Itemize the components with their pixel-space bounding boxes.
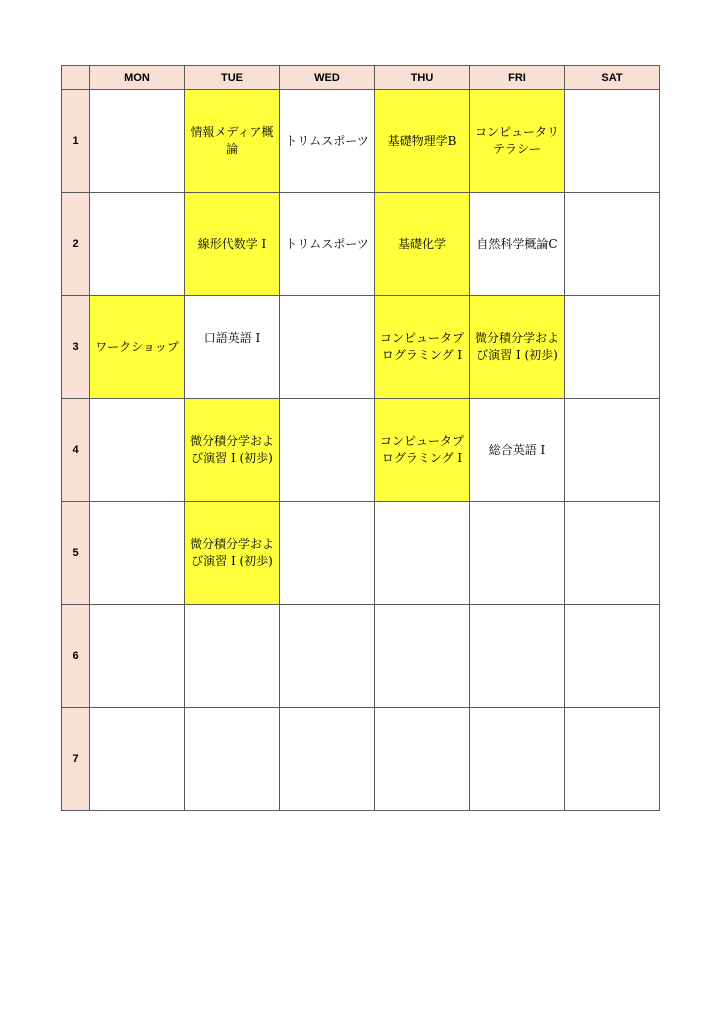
- class-cell-mon: [90, 708, 185, 811]
- period-row-1: [62, 90, 660, 193]
- class-name: 基礎物理学B: [387, 133, 457, 148]
- class-cell-tue: [185, 605, 280, 708]
- class-cell-mon: [90, 90, 185, 193]
- period-label: 3: [62, 296, 90, 399]
- class-name: コンピュータリ テラシー: [474, 125, 559, 156]
- class-name: 線形代数学 I: [197, 236, 267, 251]
- timetable: [61, 65, 660, 811]
- class-cell-wed: [280, 296, 375, 399]
- class-cell-sat: [565, 605, 660, 708]
- class-cell-wed: [280, 502, 375, 605]
- class-cell-fri: [470, 708, 565, 811]
- day-header-tue: TUE: [185, 66, 280, 90]
- day-header-mon: MON: [90, 66, 185, 90]
- class-cell-sat: [565, 296, 660, 399]
- class-cell-mon: [90, 296, 185, 399]
- period-label: 2: [62, 193, 90, 296]
- class-cell-sat: [565, 708, 660, 811]
- class-cell-wed: [280, 708, 375, 811]
- class-cell-thu: [375, 605, 470, 708]
- period-row-4: [62, 399, 660, 502]
- period-label: 7: [62, 708, 90, 811]
- period-label: 4: [62, 399, 90, 502]
- class-cell-tue: [185, 502, 280, 605]
- class-cell-fri: [470, 193, 565, 296]
- period-row-7: [62, 708, 660, 811]
- period-row-2: [62, 193, 660, 296]
- class-cell-sat: [565, 399, 660, 502]
- period-label: 6: [62, 605, 90, 708]
- class-cell-fri: [470, 296, 565, 399]
- class-cell-mon: [90, 605, 185, 708]
- class-cell-tue: [185, 193, 280, 296]
- class-cell-tue: [185, 399, 280, 502]
- class-name: コンピュータプ ログラミング I: [379, 331, 464, 362]
- class-name: 微分積分学およ び演習 I (初歩): [189, 434, 274, 465]
- class-cell-thu: [375, 708, 470, 811]
- day-header-sat: SAT: [565, 66, 660, 90]
- class-cell-wed: [280, 193, 375, 296]
- class-cell-fri: [470, 605, 565, 708]
- class-name: ワークショップ: [95, 339, 179, 354]
- class-cell-thu: [375, 90, 470, 193]
- class-cell-sat: [565, 193, 660, 296]
- period-label: 5: [62, 502, 90, 605]
- class-name: 基礎化学: [397, 236, 446, 251]
- class-cell-wed: [280, 90, 375, 193]
- class-name: トリムスポーツ: [285, 133, 369, 148]
- period-row-5: [62, 502, 660, 605]
- class-name: コンピュータプ ログラミング I: [379, 434, 464, 465]
- corner-cell: [62, 66, 90, 90]
- class-cell-sat: [565, 90, 660, 193]
- period-label: 1: [62, 90, 90, 193]
- class-name: 微分積分学およ び演習 I (初歩): [474, 331, 559, 362]
- class-cell-tue: [185, 708, 280, 811]
- class-name: 微分積分学およ び演習 I (初歩): [189, 537, 274, 568]
- class-name: トリムスポーツ: [285, 236, 369, 251]
- class-cell-wed: [280, 399, 375, 502]
- header-row: [62, 66, 660, 90]
- class-cell-thu: [375, 193, 470, 296]
- period-row-3: [62, 296, 660, 399]
- class-cell-tue: [185, 296, 280, 399]
- class-cell-fri: [470, 502, 565, 605]
- class-name: 自然科学概論C: [476, 236, 558, 251]
- class-cell-mon: [90, 399, 185, 502]
- period-row-6: [62, 605, 660, 708]
- class-name: 口語英語 I: [203, 331, 261, 345]
- class-cell-wed: [280, 605, 375, 708]
- day-header-thu: THU: [375, 66, 470, 90]
- class-cell-mon: [90, 502, 185, 605]
- class-cell-tue: [185, 90, 280, 193]
- class-cell-sat: [565, 502, 660, 605]
- class-cell-fri: [470, 399, 565, 502]
- day-header-wed: WED: [280, 66, 375, 90]
- class-cell-fri: [470, 90, 565, 193]
- day-header-fri: FRI: [470, 66, 565, 90]
- class-cell-mon: [90, 193, 185, 296]
- class-name: 総合英語 I: [488, 442, 546, 457]
- class-name: 情報メディア概 論: [190, 125, 274, 156]
- class-cell-thu: [375, 399, 470, 502]
- class-cell-thu: [375, 296, 470, 399]
- class-cell-thu: [375, 502, 470, 605]
